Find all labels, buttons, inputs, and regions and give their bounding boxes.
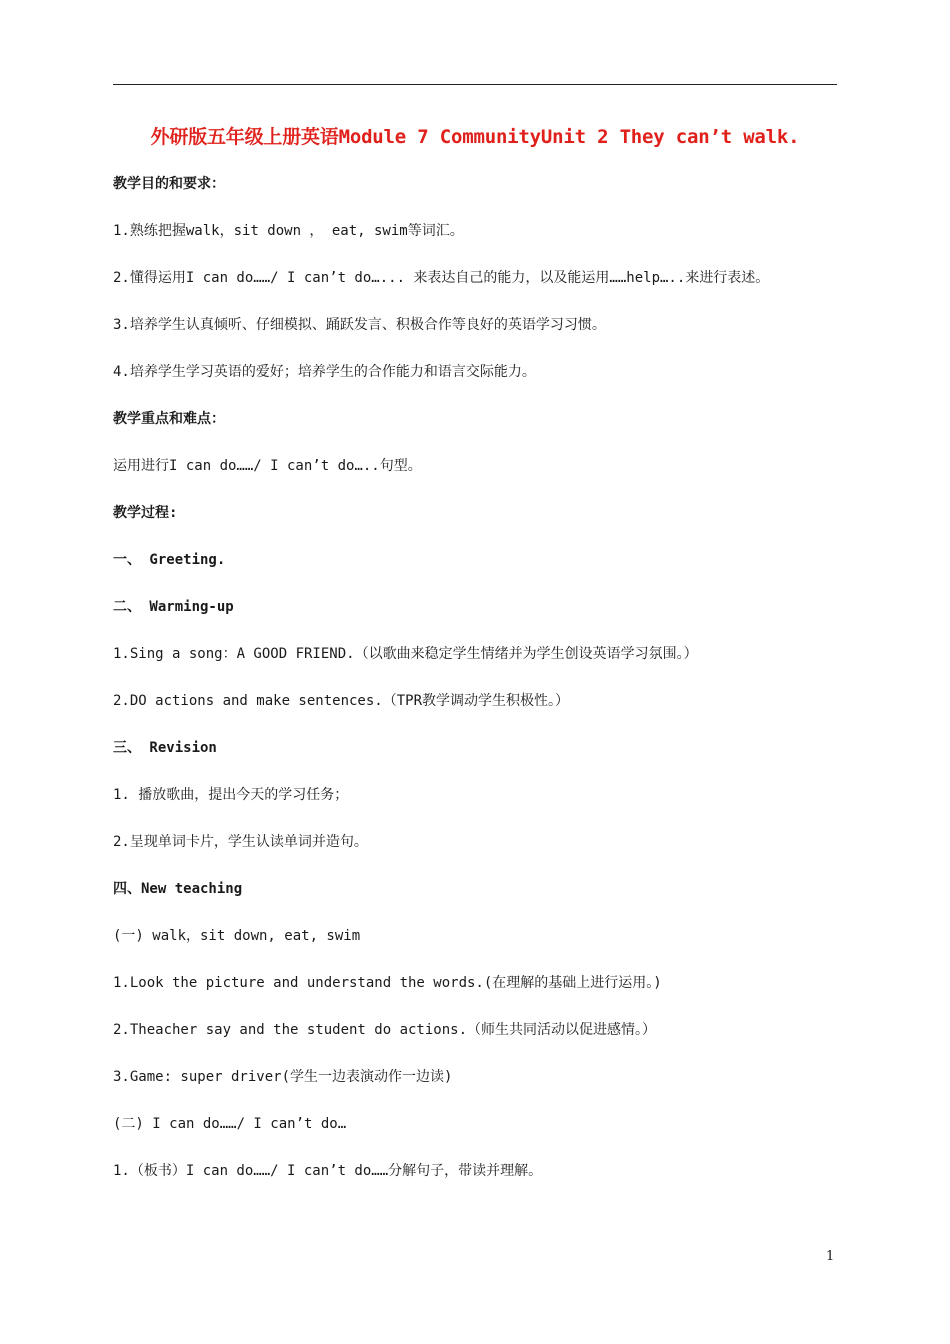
subsection-heading: (二) I can do……/ I can’t do… [113, 1116, 347, 1132]
header-rule [113, 84, 837, 85]
process-item: 3.Game: super driver(学生一边表演动作一边读) [113, 1069, 453, 1085]
key-point-item: 运用进行I can do……/ I can’t do…..句型。 [113, 458, 422, 474]
section-heading-objectives: 教学目的和要求： [113, 176, 225, 192]
document-body [113, 172, 837, 1206]
process-item: 1. 播放歌曲，提出今天的学习任务； [113, 787, 349, 803]
subsection-heading: (一) walk，sit down, eat, swim [113, 928, 361, 944]
step-heading-new-teaching: 四、New teaching [113, 881, 243, 897]
process-item: 1.（板书）I can do……/ I can’t do……分解句子，带读并理解。 [113, 1163, 543, 1179]
section-heading-key-points: 教学重点和难点： [113, 411, 225, 427]
process-item: 1.Look the picture and understand the words.(在理解的基础上进行运用。) [113, 975, 662, 991]
process-item: 2.呈现单词卡片，学生认读单词并造句。 [113, 834, 368, 850]
page-number: 1 [826, 1249, 835, 1264]
process-item: 2.DO actions and make sentences.（TPR教学调动学生积极性。） [113, 693, 570, 709]
objective-item: 2.懂得运用I can do……/ I can’t do…... 来表达自己的能力，以及能运用……help…..来进行表述。 [113, 270, 770, 286]
objective-item: 1.熟练把握walk，sit down ， eat, swim等词汇。 [113, 223, 464, 239]
objective-item: 3.培养学生认真倾听、仔细模拟、踊跃发言、积极合作等良好的英语学习习惯。 [113, 317, 606, 333]
step-heading-greeting: 一、 Greeting. [113, 552, 226, 568]
process-item: 1.Sing a song：A GOOD FRIEND.（以歌曲来稳定学生情绪并为学生创设英语学习氛围。） [113, 646, 698, 662]
process-item: 2.Theacher say and the student do actions.（师生共同活动以促进感情。） [113, 1022, 657, 1038]
step-heading-warming-up: 二、 Warming-up [113, 599, 234, 615]
step-heading-revision: 三、 Revision [113, 740, 217, 756]
section-heading-process: 教学过程: [113, 505, 178, 521]
objective-item: 4.培养学生学习英语的爱好；培养学生的合作能力和语言交际能力。 [113, 364, 536, 380]
document-title: 外研版五年级上册英语Module 7 CommunityUnit 2 They can’t walk. [150, 126, 800, 148]
